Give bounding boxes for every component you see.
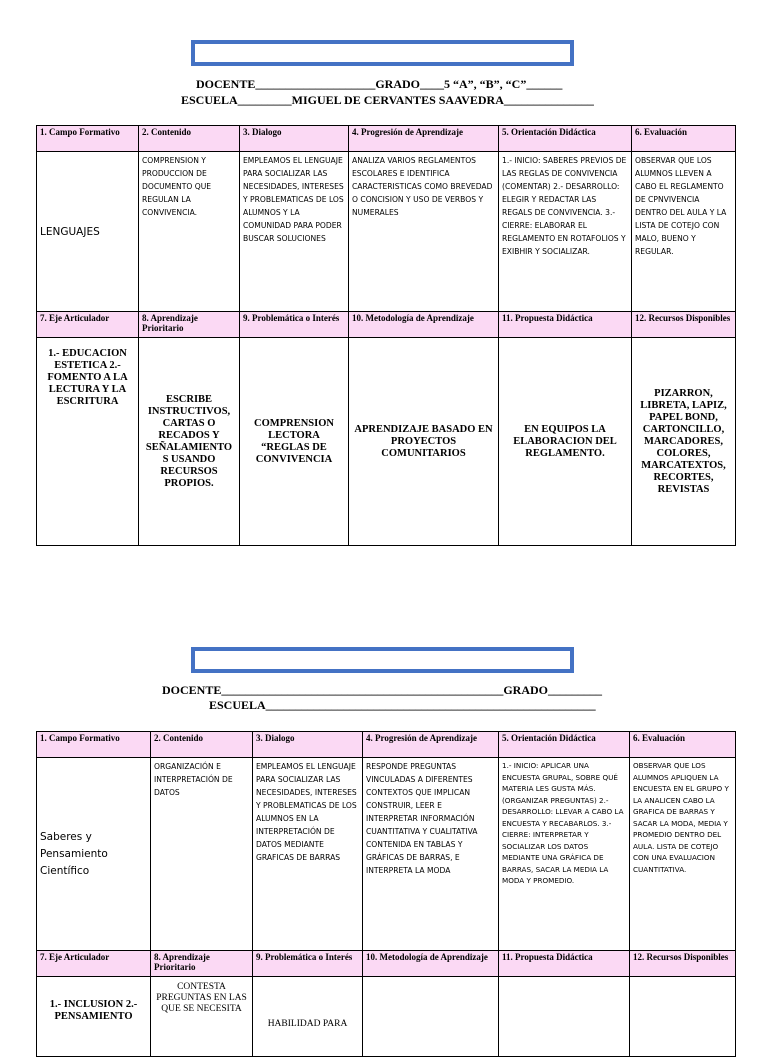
header-orientacion: 5. Orientación Didáctica — [499, 732, 630, 758]
cell-eje-articulador: 1.- EDUCACION ESTETICA 2.- FOMENTO A LA LECTURA Y LA ESCRITURA — [37, 338, 139, 546]
header-progresion: 4. Progresión de Aprendizaje — [363, 732, 499, 758]
cell-problematica: HABILIDAD PARA — [253, 977, 363, 1057]
cell-aprendizaje: ESCRIBE INSTRUCTIVOS, CARTAS O RECADOS Y SEÑALAMIENTO S USANDO RECURSOS PROPIOS. — [139, 338, 240, 546]
header-eje-articulador: 7. Eje Articulador — [37, 951, 151, 977]
header-recursos: 12. Recursos Disponibles — [630, 951, 736, 977]
header-orientacion: 5. Orientación Didáctica — [499, 126, 632, 152]
cell-recursos: PIZARRON, LIBRETA, LAPIZ, PAPEL BOND, CARTONCILLO, MARCADORES, COLORES, MARCATEXTOS, RECORTES, REVISTAS — [632, 338, 736, 546]
cell-evaluacion: OBSERVAR QUE LOS ALUMNOS APLIQUEN LA ENCUESTA EN EL GRUPO Y LA ANALICEN CABO LA GRAFICA DE BARRAS Y SACAR LA MODA, MEDIA Y PROMEDIO DENTRO DEL AULA. LISTA DE COTEJO CON UNA EVALUACION CUANTITATIVA. — [630, 758, 736, 951]
header-row — [37, 951, 736, 977]
title-banner-1 — [191, 40, 574, 66]
cell-propuesta — [499, 977, 630, 1057]
cell-metodologia: APRENDIZAJE BASADO EN PROYECTOS COMUNITARIOS — [349, 338, 499, 546]
header-row — [37, 126, 736, 152]
plan-table-2 — [36, 731, 736, 1057]
docente-line-1: DOCENTE____________________GRADO____5 “A”, “B”, “C”______ — [196, 77, 563, 91]
header-problematica: 9. Problemática o Interés — [240, 312, 349, 338]
cell-eje-articulador: 1.- INCLUSION 2.- PENSAMIENTO — [37, 977, 151, 1057]
title-banner-2 — [191, 647, 574, 673]
header-problematica: 9. Problemática o Interés — [253, 951, 363, 977]
cell-progresion: ANALIZA VARIOS REGLAMENTOS ESCOLARES E IDENTIFICA CARACTERISTICAS COMO BREVEDAD O CONCISION Y USO DE VERBOS Y NUMERALES — [349, 152, 499, 312]
cell-aprendizaje: CONTESTA PREGUNTAS EN LAS QUE SE NECESITA — [151, 977, 253, 1057]
cell-campo-formativo: LENGUAJES — [37, 152, 139, 312]
cell-campo-formativo: Saberes y Pensamiento Científico — [37, 758, 151, 951]
header-contenido: 2. Contenido — [151, 732, 253, 758]
header-campo-formativo: 1. Campo Formativo — [37, 126, 139, 152]
cell-dialogo: EMPLEAMOS EL LENGUAJE PARA SOCIALIZAR LAS NECESIDADES, INTERESES Y PROBLEMATICAS DE LOS ALUMNOS EN LA INTERPRETACIÓN DE DATOS MEDIANTE GRAFICAS DE BARRAS — [253, 758, 363, 951]
header-metodologia: 10. Metodología de Aprendizaje — [363, 951, 499, 977]
plan-table-1 — [36, 125, 736, 546]
header-eje-articulador: 7. Eje Articulador — [37, 312, 139, 338]
header-evaluacion: 6. Evaluación — [630, 732, 736, 758]
header-propuesta: 11. Propuesta Didáctica — [499, 312, 632, 338]
table-row — [37, 758, 736, 951]
cell-orientacion: 1.- INICIO: SABERES PREVIOS DE LAS REGLAS DE CONVIVENCIA (COMENTAR) 2.- DESARROLLO: ELEGIR Y REDACTAR LAS REGALS DE CONVIVENCIA. 3.-CIERRE: ELABORAR EL REGLAMENTO EN ROTAFOLIOS Y EXIBHIR Y SOCIALIZAR. — [499, 152, 632, 312]
header-row — [37, 312, 736, 338]
header-evaluacion: 6. Evaluación — [632, 126, 736, 152]
header-aprendizaje: 8. Aprendizaje Prioritario — [139, 312, 240, 338]
cell-evaluacion: OBSERVAR QUE LOS ALUMNOS LLEVEN A CABO EL REGLAMENTO DE CPNVIVENCIA DENTRO DEL AULA Y LA LISTA DE COTEJO CON MALO, BUENO Y REGULAR. — [632, 152, 736, 312]
cell-orientacion: 1.- INICIO: APLICAR UNA ENCUESTA GRUPAL, SOBRE QUÉ MATERIA LES GUSTA MÁS. (ORGANIZAR PREGUNTAS) 2.- DESARROLLO: LLEVAR A CABO LA ENCUESTA Y RECABARLOS. 3.- CIERRE: INTERPRETAR Y SOCIALIZAR LOS DATOS MEDIANTE UNA GRÁFICA DE BARRAS, SACAR LA MEDIA LA MODA Y PROMEDIO. — [499, 758, 630, 951]
table-row — [37, 338, 736, 546]
cell-contenido: ORGANIZACIÓN E INTERPRETACIÓN DE DATOS — [151, 758, 253, 951]
header-contenido: 2. Contenido — [139, 126, 240, 152]
cell-propuesta: EN EQUIPOS LA ELABORACION DEL REGLAMENTO. — [499, 338, 632, 546]
cell-problematica: COMPRENSION LECTORA “REGLAS DE CONVIVENCIA — [240, 338, 349, 546]
header-progresion: 4. Progresión de Aprendizaje — [349, 126, 499, 152]
header-aprendizaje: 8. Aprendizaje Prioritario — [151, 951, 253, 977]
header-dialogo: 3. Dialogo — [240, 126, 349, 152]
header-dialogo: 3. Dialogo — [253, 732, 363, 758]
cell-progresion: RESPONDE PREGUNTAS VINCULADAS A DIFERENTES CONTEXTOS QUE IMPLICAN CONSTRUIR, LEER E INTERPRETAR INFORMACIÓN CUANTITATIVA Y CUALITATIVA CONTENIDA EN TABLAS Y GRÁFICAS DE BARRAS, E INTERPRETA LA MODA — [363, 758, 499, 951]
header-metodologia: 10. Metodología de Aprendizaje — [349, 312, 499, 338]
cell-contenido: COMPRENSION Y PRODUCCION DE DOCUMENTO QUE REGULAN LA CONVIVENCIA. — [139, 152, 240, 312]
cell-dialogo: EMPLEAMOS EL LENGUAJE PARA SOCIALIZAR LAS NECESIDADES, INTERESES Y PROBLEMATICAS DE LOS ALUMNOS Y LA COMUNIDAD PARA PODER BUSCAR SOLUCIONES — [240, 152, 349, 312]
table-row — [37, 152, 736, 312]
escuela-line-1: ESCUELA_________MIGUEL DE CERVANTES SAAVEDRA_______________ — [181, 93, 594, 107]
header-propuesta: 11. Propuesta Didáctica — [499, 951, 630, 977]
cell-metodologia — [363, 977, 499, 1057]
table-row — [37, 977, 736, 1057]
docente-line-2: DOCENTE_______________________________________________GRADO_________ — [162, 683, 603, 697]
header-campo-formativo: 1. Campo Formativo — [37, 732, 151, 758]
escuela-line-2: ESCUELA_______________________________________________________ — [209, 698, 596, 712]
cell-recursos — [630, 977, 736, 1057]
header-recursos: 12. Recursos Disponibles — [632, 312, 736, 338]
header-row — [37, 732, 736, 758]
